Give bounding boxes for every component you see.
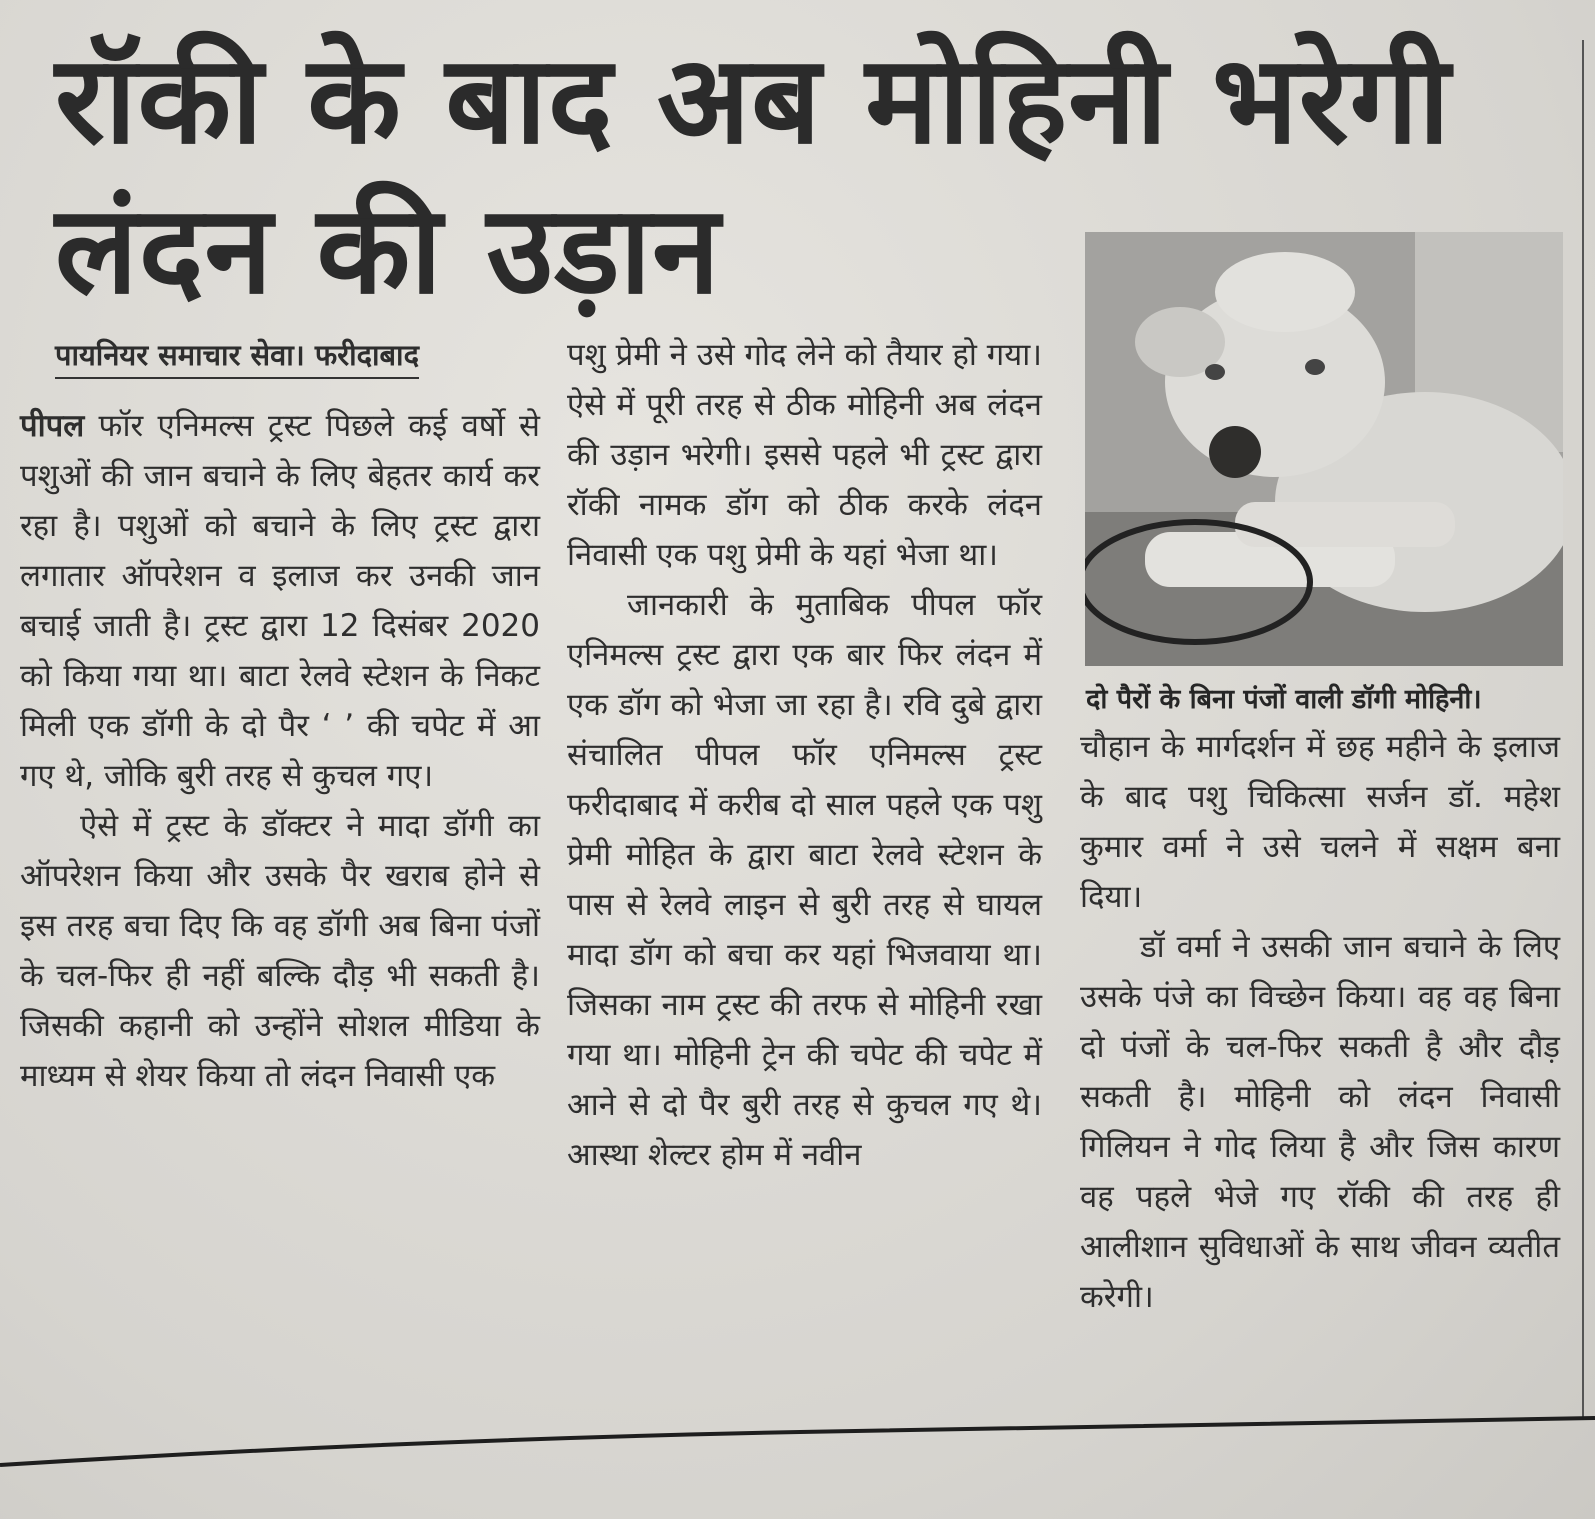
paragraph: चौहान के मार्गदर्शन में छह महीने के इलाज के बाद पशु चिकित्सा सर्जन डॉ. महेश कुमार वर्मा ने उसे चलने में सक्षम बना दिया। xyxy=(1080,729,1560,915)
article-column-1 xyxy=(20,330,540,1101)
paragraph: जानकारी के मुताबिक पीपल फॉर एनिमल्स ट्रस्ट द्वारा एक बार फिर लंदन में एक डॉग को भेजा जा रहा है। रवि दुबे द्वारा संचालित पीपल फॉर एनिमल्स ट्रस्ट फरीदाबाद में करीब दो साल पहले एक पशु प्रेमी मोहित के द्वारा बाटा रेलवे स्टेशन के पास से रेलवे लाइन से बुरी तरह से घायल मादा डॉग को बचा कर यहां भिजवाया था। जिसका नाम ट्रस्ट की तरफ से मोहिनी रखा गया था। मोहिनी ट्रेन की चपेट की चपेट में आने से दो पैर बुरी तरह से कुचल गए थे। आस्था शेल्टर होम में नवीन xyxy=(567,587,1042,1173)
paragraph: पशु प्रेमी ने उसे गोद लेने को तैयार हो गया। ऐसे में पूरी तरह से ठीक मोहिनी अब लंदन की उड़ान भरेगी। इससे पहले भी ट्रस्ट द्वारा रॉकी नामक डॉग को ठीक करके लंदन निवासी एक पशु प्रेमी के यहां भेजा था। xyxy=(567,337,1042,573)
dog-photo xyxy=(1085,232,1563,666)
photo-caption: दो पैरों के बिना पंजों वाली डॉगी मोहिनी। xyxy=(1086,684,1482,715)
headline-line-2: लंदन की उड़ान xyxy=(55,179,721,321)
paragraph: डॉ वर्मा ने उसकी जान बचाने के लिए उसके पंजे का विच्छेन किया। वह वह बिना दो पंजों के चल-फिर सकती है और दौड़ सकती है। मोहिनी को लंदन निवासी गिलियन ने गोद लिया है और जिस कारण वह पहले भेजे गए रॉकी की तरह ही आलीशान सुविधाओं के साथ जीवन व्यतीत करेगी। xyxy=(1080,929,1560,1315)
byline: पायनियर समाचार सेवा। फरीदाबाद xyxy=(55,333,419,379)
dog-illustration xyxy=(1085,232,1563,666)
article-column-2 xyxy=(567,330,1042,1180)
article-column-3 xyxy=(1080,722,1560,1322)
paragraph-text: फॉर एनिमल्स ट्रस्ट पिछले कई वर्षो से पशुओं की जान बचाने के लिए बेहतर कार्य कर रहा है। पशुओं को बचाने के लिए ट्रस्ट द्वारा लगातार ऑपरेशन व इलाज कर उनकी जान बचाई जाती है। ट्रस्ट द्वारा 12 दिसंबर 2020 को किया गया था। बाटा रेलवे स्टेशन के निकट मिली एक डॉगी के दो पैर ‘ ’ की चपेट में आ गए थे, जोकि बुरी तरह से कुचल गए। xyxy=(20,408,540,794)
bottom-rule xyxy=(0,1410,1595,1470)
paragraph xyxy=(20,401,540,801)
column-border xyxy=(1582,40,1584,1420)
lead-word: पीपल xyxy=(20,408,85,444)
paragraph: ऐसे में ट्रस्ट के डॉक्टर ने मादा डॉगी का ऑपरेशन किया और उसके पैर खराब होने से इस तरह बचा दिए कि वह डॉगी अब बिना पंजों के चल-फिर ही नहीं बल्कि दौड़ भी सकती है। जिसकी कहानी को उन्होंने सोशल मीडिया के माध्यम से शेयर किया तो लंदन निवासी एक xyxy=(20,808,540,1094)
headline-line-1: रॉकी के बाद अब मोहिनी भरेगी xyxy=(55,29,1451,171)
